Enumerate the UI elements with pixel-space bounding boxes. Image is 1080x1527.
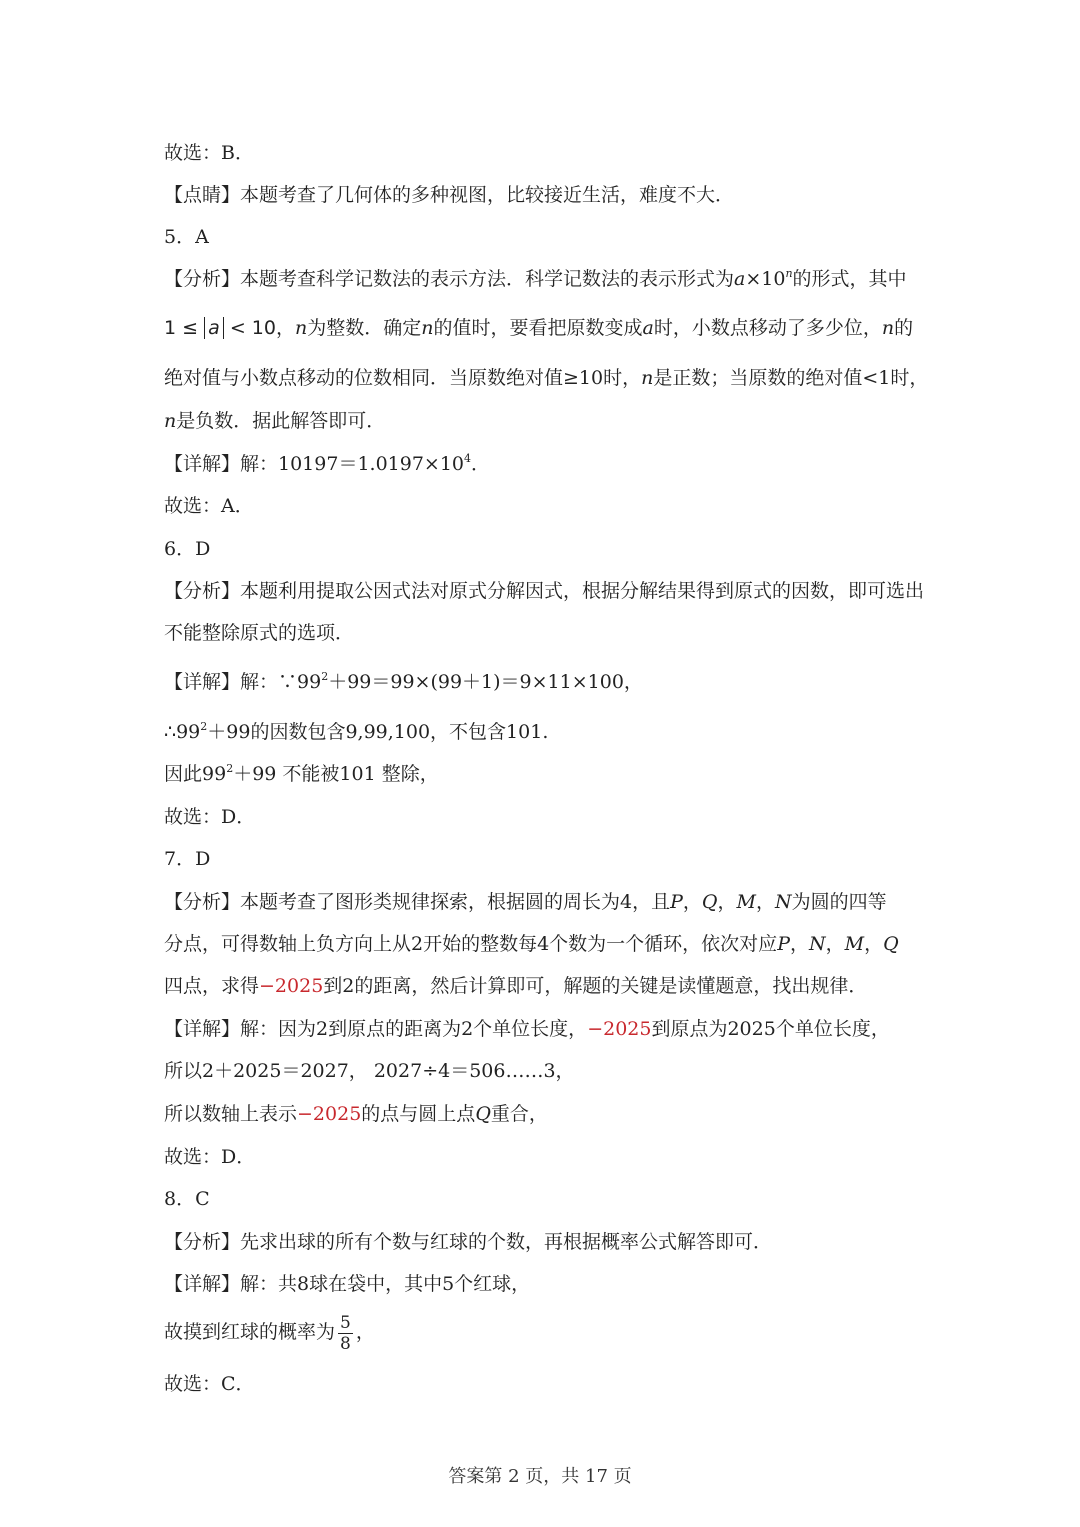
- q5-detail: 【详解】解：$10197=1.0197\times 10^4$．: [164, 452, 491, 475]
- q7-choice: 故选：D．: [164, 1146, 256, 1168]
- q5-answer: 5．A: [164, 226, 209, 248]
- q5-analysis-line4: n是负数．据此解答即可．: [164, 410, 386, 432]
- q6-analysis-line2: 不能整除原式的选项．: [164, 622, 355, 644]
- q7-answer: 7．D: [164, 848, 211, 870]
- q6-factor-line: $\therefore 99^2+99$的因数包含9,99,100，不包含101.: [164, 720, 549, 743]
- q7-analysis-line3: 四点，求得−2025到2的距离，然后计算即可，解题的关键是读懂题意，找出规律．: [164, 975, 868, 997]
- q6-answer: 6．D: [164, 538, 211, 560]
- q7-analysis-line2: 分点，可得数轴上负方向上从2开始的整数每4个数为一个循环，依次对应P，N，M，Q: [164, 933, 899, 955]
- q6-choice: 故选：D．: [164, 806, 256, 828]
- q8-answer: 8．C: [164, 1188, 210, 1210]
- fraction-five-eighths: $\frac{5}{8}$: [340, 1312, 351, 1354]
- q4-comment: 【点睛】本题考查了几何体的多种视图，比较接近生活，难度不大．: [164, 184, 735, 206]
- q8-probability: 故摸到红球的概率为 $\frac{5}{8}$ ，: [164, 1312, 375, 1354]
- q4-choice: 故选：B．: [164, 142, 254, 164]
- q5-analysis-line1: 【分析】本题考查科学记数法的表示方法．科学记数法的表示形式为$a\times 10^n$的形式，其中: [164, 267, 907, 290]
- q6-detail: 【详解】解：$\because 99^2+99=99\times(99+1)=9\times 11\times 100$，: [164, 670, 643, 693]
- q6-conclusion: 因此$99^2+99$ 不能被101 整除，: [164, 762, 439, 785]
- q5-analysis-line3: 绝对值与小数点移动的位数相同．当原数绝对值≥10时，n是正数；当原数的绝对值<1时，: [164, 367, 929, 389]
- page-footer: 答案第 2 页，共 17 页: [448, 1466, 632, 1487]
- q7-detail-line1: 【详解】解：因为2到原点的距离为2个单位长度，−2025到原点为2025个单位长度，: [164, 1018, 890, 1040]
- q8-detail: 【详解】解：共8球在袋中，其中5个红球，: [164, 1273, 531, 1295]
- q8-analysis: 【分析】先求出球的所有个数与红球的个数，再根据概率公式解答即可．: [164, 1231, 773, 1253]
- absolute-value-a: a: [204, 317, 224, 339]
- q8-choice: 故选：C．: [164, 1373, 255, 1395]
- q6-analysis-line1: 【分析】本题利用提取公因式法对原式分解因式，根据分解结果得到原式的因数，即可选出: [164, 580, 925, 602]
- q7-detail-line3: 所以数轴上表示−2025的点与圆上点Q重合，: [164, 1103, 548, 1125]
- q5-analysis-line2: 1 ≤ a < 10，n为整数．确定n的值时，要看把原数变成a时，小数点移动了多少位，n的: [164, 317, 914, 339]
- q7-analysis-line1: 【分析】本题考查了图形类规律探索，根据圆的周长为4，且P，Q，M，N为圆的四等: [164, 891, 887, 913]
- q7-detail-line2: 所以2＋2025＝2027， 2027÷4＝506……3，: [164, 1060, 575, 1082]
- q5-choice: 故选：A．: [164, 495, 254, 517]
